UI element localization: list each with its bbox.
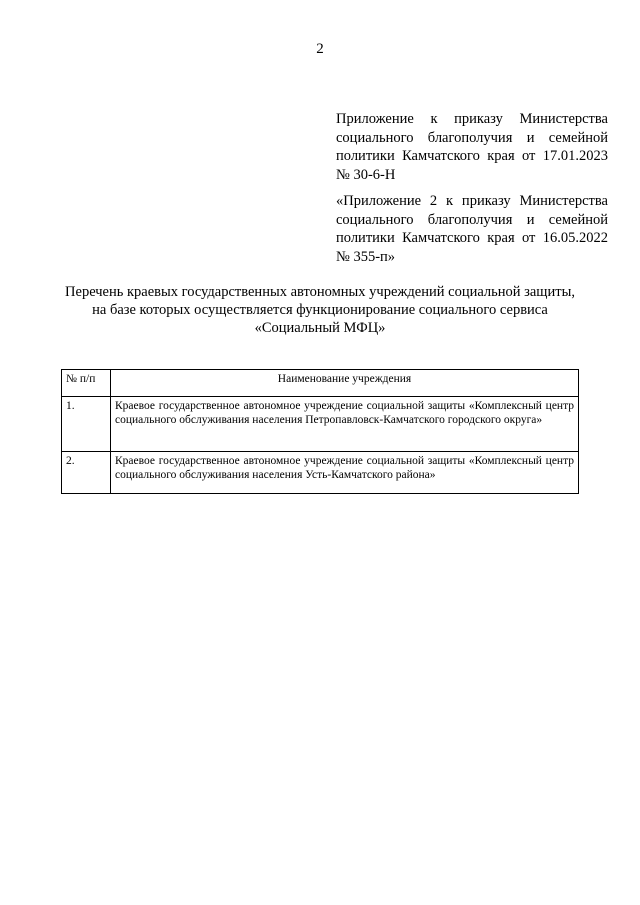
table-header-row [62, 370, 579, 397]
appendix-previous-line: социального благополучия и семейной [336, 211, 608, 228]
document-title-line: «Социальный МФЦ» [254, 320, 386, 336]
appendix-current-line: социального благополучия и семейной [336, 129, 608, 146]
appendix-previous-line: политики Камчатского края от 16.05.2022 [336, 230, 608, 246]
appendix-current-line: Приложение к приказу Министерства [336, 111, 608, 127]
appendix-current-order [336, 110, 608, 184]
row-number: 2. [62, 452, 111, 494]
table-row [62, 452, 579, 494]
appendix-previous-order [336, 192, 608, 266]
document-title-line: на базе которых осуществляется функционирование социального сервиса [92, 302, 548, 318]
appendix-current-line: № 30-6-Н [336, 166, 396, 183]
page-number: 2 [316, 41, 324, 57]
document-title [40, 283, 600, 337]
appendix-current-line: политики Камчатского края от 17.01.2023 [336, 148, 608, 164]
column-header-name: Наименование учреждения [111, 370, 579, 397]
document-title-line: Перечень краевых государственных автономных учреждений социальной защиты, [65, 284, 575, 300]
institutions-table [61, 369, 579, 494]
row-number: 1. [62, 397, 111, 452]
institution-name: Краевое государственное автономное учреждение социальной защиты «Комплексный центр социального обслуживания населения Усть-Камчатского района» [111, 452, 579, 494]
institution-name: Краевое государственное автономное учреждение социальной защиты «Комплексный центр социального обслуживания населения Петропавловск-Камчатского городского округа» [111, 397, 579, 452]
table-row [62, 397, 579, 452]
appendix-previous-line: «Приложение 2 к приказу Министерства [336, 193, 608, 209]
appendix-previous-line: № 355-п» [336, 248, 396, 265]
column-header-number: № п/п [62, 370, 111, 397]
